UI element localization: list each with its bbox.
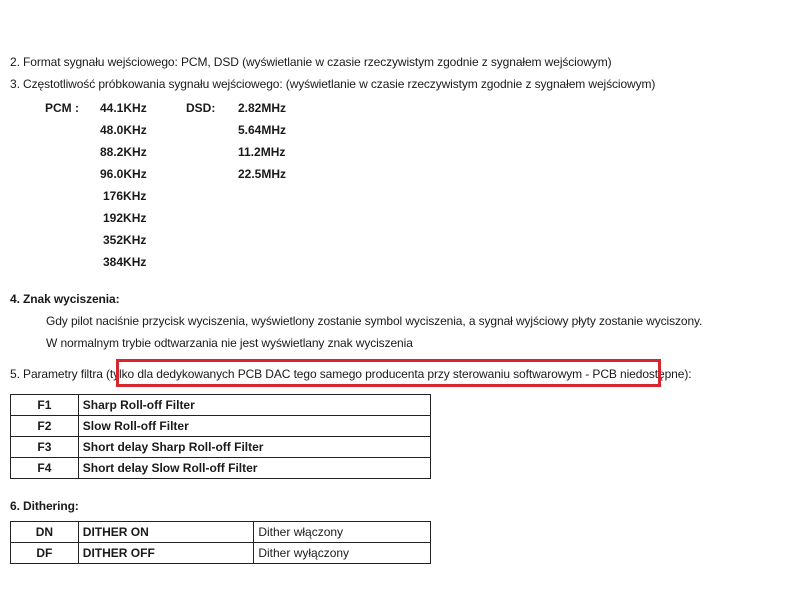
section-6-title: 6. Dithering: bbox=[10, 499, 79, 513]
section-5-suffix: - PCB niedostępne): bbox=[585, 367, 692, 381]
pcm-rate: 44.1KHz bbox=[100, 101, 147, 115]
pcm-label: PCM : bbox=[45, 101, 79, 115]
dither-name: DITHER ON bbox=[78, 522, 254, 543]
dither-name: DITHER OFF bbox=[78, 543, 254, 564]
table-row bbox=[11, 543, 431, 564]
filter-name: Short delay Slow Roll-off Filter bbox=[78, 458, 430, 479]
section-5-title bbox=[10, 367, 691, 381]
pcm-rate: 88.2KHz bbox=[100, 145, 147, 159]
pcm-rate: 352KHz bbox=[103, 233, 147, 247]
table-row bbox=[11, 395, 431, 416]
filter-code: F3 bbox=[11, 437, 79, 458]
pcm-rate: 48.0KHz bbox=[100, 123, 147, 137]
section-5-highlight-text: (tylko dla dedykowanych PCB DAC tego samego producenta przy sterowaniu softwarowym bbox=[106, 367, 583, 381]
table-row bbox=[11, 437, 431, 458]
pcm-rate: 384KHz bbox=[103, 255, 147, 269]
section-4-line-1: Gdy pilot naciśnie przycisk wyciszenia, wyświetlony zostanie symbol wyciszenia, a sygnał wyjściowy płyty zostanie wyciszony. bbox=[46, 314, 703, 328]
section-4-title: 4. Znak wyciszenia: bbox=[10, 292, 120, 306]
filter-name: Short delay Sharp Roll-off Filter bbox=[78, 437, 430, 458]
dither-desc: Dither włączony bbox=[254, 522, 431, 543]
pcm-rate: 192KHz bbox=[103, 211, 147, 225]
pcm-rate: 176KHz bbox=[103, 189, 147, 203]
section-3-sample-rate: 3. Częstotliwość próbkowania sygnału wejściowego: (wyświetlanie w czasie rzeczywistym zgodnie z sygnałem wejściowym) bbox=[10, 77, 656, 91]
section-2-format: 2. Format sygnału wejściowego: PCM, DSD (wyświetlanie w czasie rzeczywistym zgodnie z sygnałem wejściowym) bbox=[10, 55, 612, 69]
filter-name: Sharp Roll-off Filter bbox=[78, 395, 430, 416]
filter-table bbox=[10, 394, 431, 479]
filter-name: Slow Roll-off Filter bbox=[78, 416, 430, 437]
dither-code: DN bbox=[11, 522, 79, 543]
dsd-label: DSD: bbox=[186, 101, 216, 115]
dither-code: DF bbox=[11, 543, 79, 564]
dither-desc: Dither wyłączony bbox=[254, 543, 431, 564]
pcm-rate: 96.0KHz bbox=[100, 167, 147, 181]
dsd-rate: 22.5MHz bbox=[238, 167, 287, 181]
filter-code: F4 bbox=[11, 458, 79, 479]
section-5-prefix: 5. Parametry filtra bbox=[10, 367, 103, 381]
dsd-rate: 2.82MHz bbox=[238, 101, 287, 115]
dsd-rate: 5.64MHz bbox=[238, 123, 287, 137]
section-4-line-2: W normalnym trybie odtwarzania nie jest wyświetlany znak wyciszenia bbox=[46, 336, 413, 350]
filter-code: F2 bbox=[11, 416, 79, 437]
filter-code: F1 bbox=[11, 395, 79, 416]
table-row bbox=[11, 416, 431, 437]
table-row bbox=[11, 458, 431, 479]
dsd-rate: 11.2MHz bbox=[238, 145, 286, 159]
table-row bbox=[11, 522, 431, 543]
dither-table bbox=[10, 521, 431, 564]
